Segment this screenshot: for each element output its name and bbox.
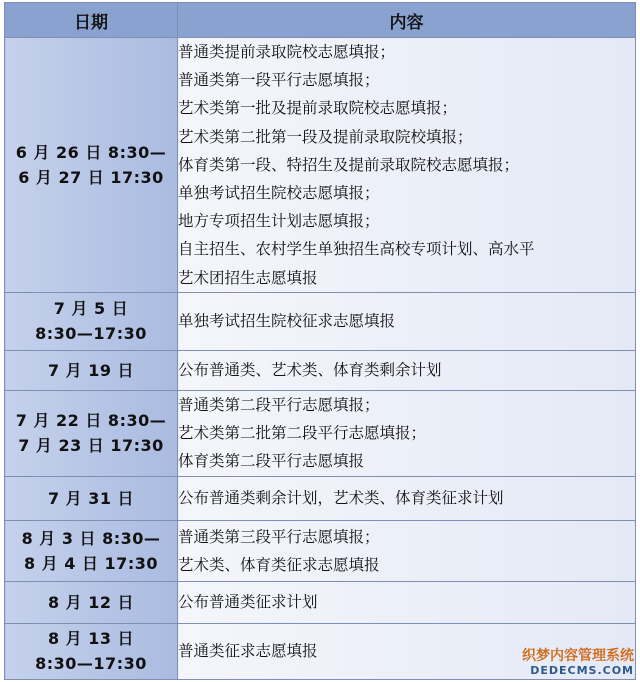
content-line: 艺术类第二批第二段平行志愿填报； (178, 424, 427, 443)
header-content: 内容 (178, 3, 636, 38)
date-line: 8 月 3 日 8:30— (21, 528, 161, 548)
table-row (5, 520, 636, 581)
content-line: 艺术类第二批第一段及提前录取院校填报； (178, 127, 473, 146)
content-line: 地方专项招生计划志愿填报； (178, 212, 380, 231)
table-row (5, 292, 636, 350)
date-cell (5, 292, 178, 350)
date-line: 6 月 26 日 8:30— (15, 142, 167, 162)
content-line: 艺术类第一批及提前录取院校志愿填报； (178, 99, 458, 118)
content-line: 体育类第一段、特招生及提前录取院校志愿填报； (178, 155, 520, 174)
date-cell (5, 623, 178, 679)
content-line: 公布普通类、艺术类、体育类剩余计划 (178, 361, 442, 380)
date-line: 7 月 5 日 (53, 299, 129, 319)
content-line: 公布普通类征求计划 (178, 593, 318, 612)
schedule-table (4, 2, 636, 680)
content-line: 艺术团招生志愿填报 (178, 268, 318, 287)
table-row (5, 476, 636, 520)
content-line: 自主招生、农村学生单独招生高校专项计划、高水平 (178, 240, 535, 259)
content-cell (178, 581, 636, 623)
table-row (5, 38, 636, 293)
date-line: 6 月 27 日 17:30 (18, 167, 164, 187)
content-line: 普通类征求志愿填报 (178, 642, 318, 661)
content-line: 普通类第二段平行志愿填报； (178, 396, 380, 415)
date-line: 7 月 31 日 (47, 488, 135, 508)
date-line: 8:30—17:30 (35, 324, 147, 344)
date-line: 8:30—17:30 (35, 654, 147, 674)
content-line: 单独考试招生院校志愿填报； (178, 184, 380, 203)
content-line: 体育类第二段平行志愿填报 (178, 452, 365, 471)
date-line: 7 月 23 日 17:30 (18, 436, 164, 456)
watermark (522, 648, 634, 678)
content-cell (178, 520, 636, 581)
table-row (5, 350, 636, 390)
watermark-title: 织梦内容管理系统 (522, 648, 634, 664)
content-cell (178, 350, 636, 390)
table-row (5, 390, 636, 476)
table-row (5, 581, 636, 623)
date-cell (5, 581, 178, 623)
date-cell (5, 390, 178, 476)
date-line: 7 月 19 日 (47, 360, 135, 380)
date-cell (5, 520, 178, 581)
date-cell (5, 476, 178, 520)
watermark-domain: DEDECMS.COM (530, 664, 634, 677)
date-line: 8 月 13 日 (47, 629, 135, 649)
content-line: 艺术类、体育类征求志愿填报 (178, 555, 380, 574)
content-line: 普通类提前录取院校志愿填报； (178, 43, 396, 61)
content-cell (178, 390, 636, 476)
content-line: 普通类第一段平行志愿填报； (178, 71, 380, 90)
content-cell (178, 38, 636, 293)
content-cell (178, 292, 636, 350)
date-line: 7 月 22 日 8:30— (15, 411, 167, 431)
date-cell (5, 38, 178, 293)
content-line: 单独考试招生院校征求志愿填报 (178, 312, 396, 331)
date-cell (5, 350, 178, 390)
content-line: 普通类第三段平行志愿填报； (178, 527, 380, 546)
date-line: 8 月 4 日 17:30 (24, 553, 158, 573)
content-line: 公布普通类剩余计划，艺术类、体育类征求计划 (178, 489, 504, 508)
header-date: 日期 (5, 3, 178, 38)
content-cell (178, 476, 636, 520)
date-line: 8 月 12 日 (47, 592, 135, 612)
table-header-row (5, 3, 636, 38)
